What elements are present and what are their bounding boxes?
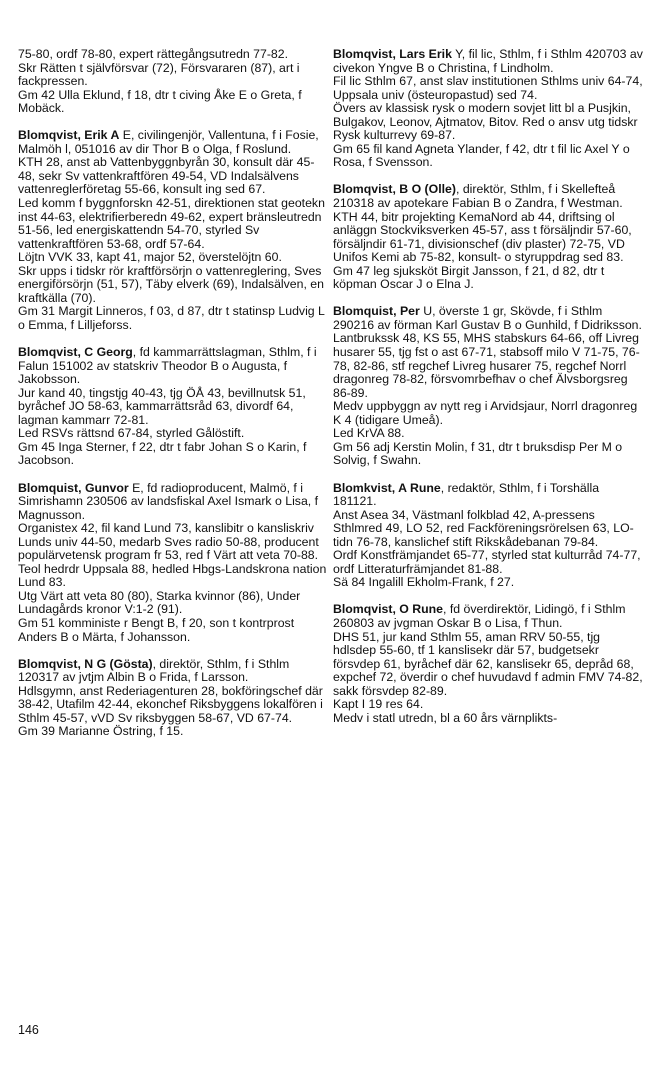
entry-text: , fd kammarrättslagman, Sthlm, f i Falun 151002 av statskriv Theodor B o Augusta, f Jakobsson. Jur kand 40, tingstjg 40-43, tjg ÖÅ 43, bevillnutsk 51, byråchef JO 58-63, kammarrättsråd 63, divordf 64, lagman kammarr 72-81. Led RSVs rättsnd 67-84, styrled Gålöstift. Gm 45 Inga Sterner, f 22, dtr t fabr Johan S o Karin, f Jacobson.	[18, 345, 317, 468]
entry-text: E, fd radioproducent, Malmö, f i Simrishamn 230506 av landsfiskal Axel Ismark o Lisa, f Magnusson. Organistex 42, fil kand Lund 73, kanslibitr o kansliskriv Lunds univ 44-50, medarb Sves radio 50-88, producent populärvetensk program fr 53, red f Värt att veta 70-88. Teol hedrdr Uppsala 88, hedled Hbgs-Landskrona nation Lund 83. Utg Värt att veta 80 (80), Starka kvinnor (86), Under Lundagårds kronor V:1-2 (91). Gm 51 komministe r Bengt B, f 20, son t kontrprost Anders B o Märta, f Johansson.	[18, 480, 327, 644]
entry-name: Blomquist, Gunvor	[18, 480, 129, 495]
entry-name: Blomkvist, A Rune	[333, 480, 441, 495]
entry-blomkvist-a-rune	[333, 482, 643, 590]
entry-blomqvist-lars-erik	[333, 48, 643, 170]
left-column	[18, 48, 328, 752]
entry-blomqvist-n-g-gosta	[18, 658, 328, 739]
entry-blomquist-per	[333, 305, 643, 468]
entry-name: Blomqvist, Erik A	[18, 128, 120, 143]
entry-name: Blomqvist, Lars Erik	[333, 47, 452, 61]
right-column	[333, 48, 643, 739]
entry-name: Blomquist, Per	[333, 304, 420, 319]
entry-blomqvist-b-o-olle	[333, 183, 643, 291]
entry-text: 75-80, ordf 78-80, expert rättegångsutredn 77-82. Skr Rätten t självförsvar (72), Försvararen (87), art i fackpressen. Gm 42 Ulla Eklund, f 18, dtr t civing Åke E o Greta, f Mobäck.	[18, 47, 302, 116]
entry-blomqvist-o-rune	[333, 603, 643, 725]
entry-continued	[18, 48, 328, 116]
entry-blomquist-gunvor	[18, 482, 328, 645]
entry-name: Blomqvist, C Georg	[18, 345, 133, 360]
entry-text: U, överste 1 gr, Skövde, f i Sthlm 290216 av förman Karl Gustav B o Gunhild, f Didriksson. Lantbrukssk 48, KS 55, MHS stabskurs 64-66, off Livreg husarer 55, tjg fst o ast 67-71, stabsoff milo V 71-75, 76-78, 82-86, stf regchef Livreg husarer 75, regchef Norrl dragonreg 78-82, försvomrbefhav o chef Älvsborgsreg 86-89. Medv uppbyggn av nytt reg i Arvidsjaur, Norrl dragonreg K 4 (tidigare Umeå). Led KrVA 88. Gm 56 adj Kerstin Molin, f 31, dtr t bruksdisp Per M o Solvig, f Swahn.	[333, 304, 642, 468]
entry-text: , direktör, Sthlm, f i Skellefteå 210318 av apotekare Fabian B o Zandra, f Westman. KTH 44, bitr projekting KemaNord ab 44, driftsing ol anläggn Stockviksverken 45-57, ass t försäljndir 57-60, försäljndir 61-71, divisionschef (div plaster) 72-75, VD Unifos Kemi ab 75-82, konsult- o styruppdrag sed 83. Gm 47 leg sjuksköt Birgit Jansson, f 21, d 82, dtr t köpman Oscar J o Elna J.	[333, 182, 632, 292]
page-number: 146	[18, 1023, 39, 1037]
entry-text: , direktör, Sthlm, f i Sthlm 120317 av jvtjm Albin B o Frida, f Larsson. Hdlsgymn, anst Rederiagenturen 28, bokföringschef där 38-42, Utafilm 42-44, ekonchef Riksbyggens lokalfören i Sthlm 45-57, vVD Sv riksbyggen 58-67, VD 67-74. Gm 39 Marianne Östring, f 15.	[18, 656, 323, 739]
entry-name: Blomqvist, N G (Gösta)	[18, 656, 153, 671]
entry-name: Blomqvist, B O (Olle)	[333, 182, 456, 197]
entry-blomqvist-c-georg	[18, 346, 328, 468]
entry-text: , redaktör, Sthlm, f i Torshälla 181121. Anst Asea 34, Västmanl folkblad 42, A-pressens Sthlmred 49, LO 52, red Fackföreningsrörelsen 63, LO-tidn 76-78, kanslichef stift Rikskådebanan 79-84. Ordf Konstfrämjandet 65-77, styrled stat kulturråd 74-77, ordf Litteraturfrämjandet 81-88. Sä 84 Ingalill Ekholm-Frank, f 27.	[333, 480, 641, 590]
entry-text: E, civilingenjör, Vallentuna, f i Fosie, Malmöh l, 051016 av dir Thor B o Olga, f Roslund. KTH 28, anst ab Vattenbyggnbyrån 30, konsult där 45-48, sekr Sv vattenkraftfören 49-54, VD Indalsälvens vattenreglerföretag 55-66, konsult ing sed 67. Led komm f byggnforskn 42-51, direktionen stat geotekn inst 44-63, elektrifierberedn 49-62, expert bränsleutredn 51-56, led energiskattendn 54-70, styrled Sv vattenkraftfören 53-68, ordf 57-64. Löjtn VVK 33, kapt 41, major 52, överstelöjtn 60. Skr upps i tidskr rör kraftförsörjn o vattenreglering, Sves energiförsörjn (51, 57), Täby elverk (69), Indalsälven, en kraftkälla (70). Gm 31 Margit Linneros, f 03, d 87, dtr t statinsp Ludvig L o Emma, f Lilljeforss.	[18, 128, 325, 332]
entry-blomqvist-erik-a	[18, 129, 328, 332]
entry-text: Y, fil lic, Sthlm, f i Sthlm 420703 av civekon Yngve B o Christina, f Lindholm. Fil lic Sthlm 67, anst slav institutionen Sthlms univ 64-74, Uppsala univ (östeuropastud) sed 74. Övers av klassisk rysk o modern sovjet litt bl a Pusjkin, Bulgakov, Leonov, Ajtmatov, Bitov. Red o ansv utg tidskr Rysk kulturrevy 69-87. Gm 65 fil kand Agneta Ylander, f 42, dtr t fil lic Axel Y o Rosa, f Svensson.	[333, 47, 643, 170]
entry-name: Blomqvist, O Rune	[333, 602, 443, 617]
entry-text: , fd överdirektör, Lidingö, f i Sthlm 260803 av jvgman Oskar B o Lisa, f Thun. DHS 51, jur kand Sthlm 55, aman RRV 50-55, tjg hdlsdep 55-60, tf 1 kanslisekr där 57, budgetsekr försvdep 61, byråchef där 62, kanslisekr 65, depråd 68, expchef 72, överdir o chef huvudavd f admin FMV 74-82, sakk försvdep 82-89. Kapt I 19 res 64. Medv i statl utredn, bl a 60 års värnplikts-	[333, 602, 643, 725]
